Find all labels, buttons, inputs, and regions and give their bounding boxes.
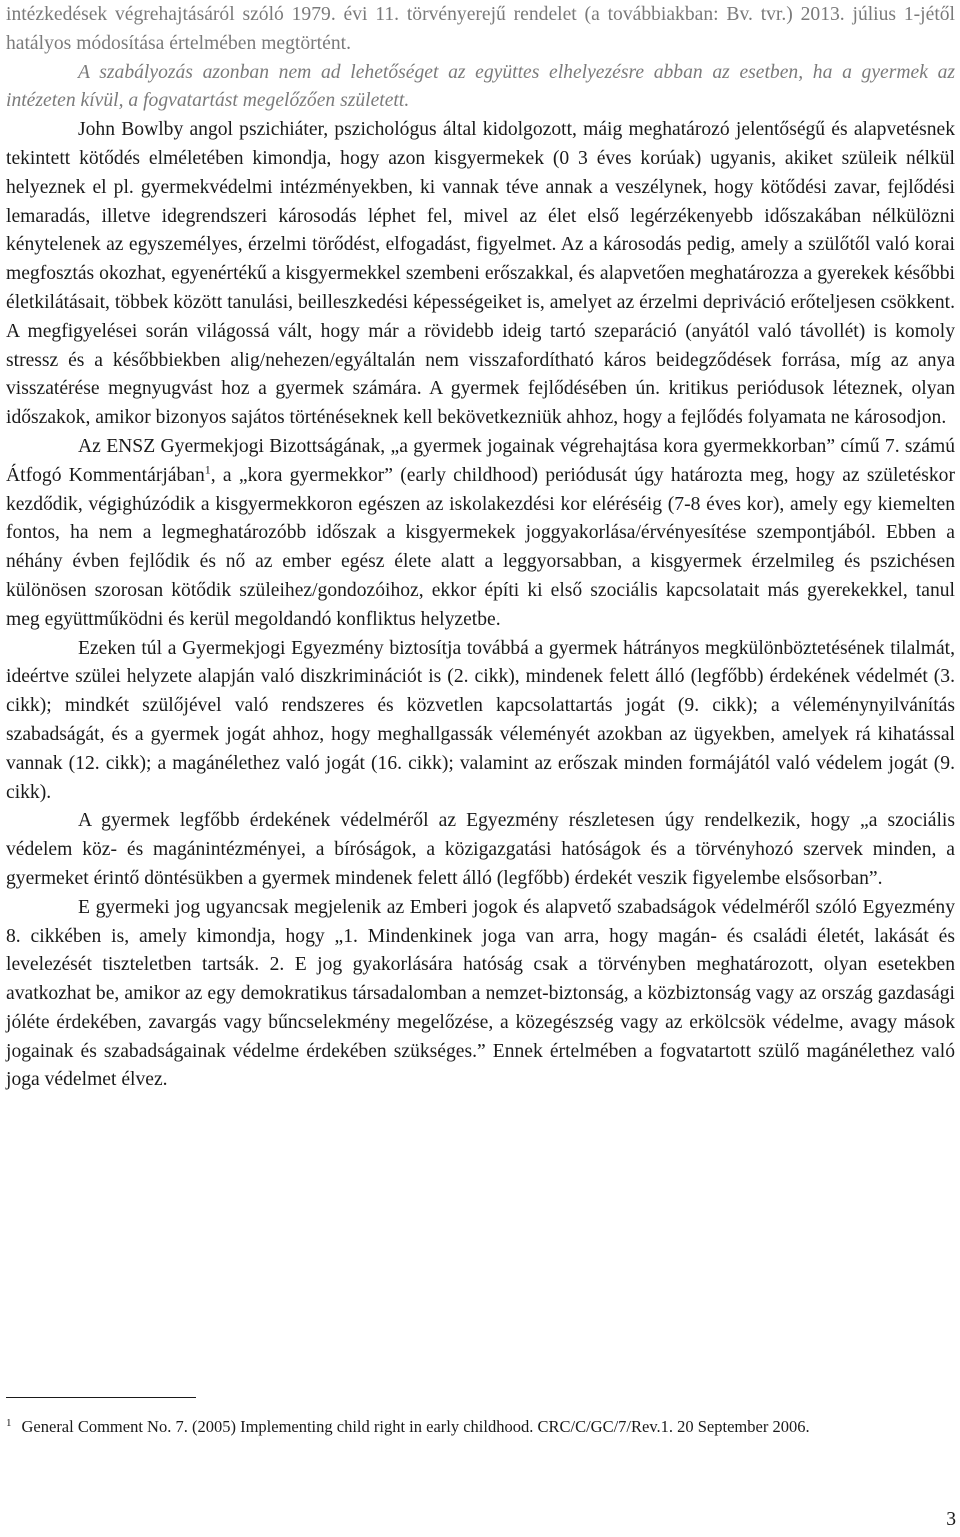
footnote-separator bbox=[6, 1397, 196, 1398]
paragraph-un-committee-text-a: Az ENSZ Gyermekjogi Bizottságának, „a gyermek jogainak végrehajtása kora gyermekkorban” című 7. számú Átfogó Kommentárjában bbox=[6, 435, 955, 486]
paragraph-regulation-note: A szabályozás azonban nem ad lehetőséget az együttes elhelyezésre abban az esetben, ha a gyermek az intézeten kívül, a fogvatartást megelőzően született. bbox=[6, 61, 955, 112]
paragraph-echr-article-8: E gyermeki jog ugyancsak megjelenik az Emberi jogok és alapvető szabadságok védelméről szóló Egyezmény 8. cikkében is, amely kimondja, hogy „1. Mindenkinek joga van arra, hogy magán- és családi életét, lakását és levelezését tiszteletben tartsák. 2. E jog gyakorlására hatóság csak a törvényben meghatározott, olyan esetekben avatkozhat be, amikor az egy demokratikus társadalomban a nemzet-biztonság, a közbiztonság vagy az ország gazdasági jóléte érdekében, zavargás vagy bűncselekmény megelőzése, a közegészség vagy az erkölcsök védelme, avagy mások jogainak és szabadságainak védelme érdekében szükséges.” Ennek értelmében a fogvatartott szülő magánélethez való joga védelmet élvez. bbox=[6, 896, 955, 1091]
footnote-text: General Comment No. 7. (2005) Implementing child right in early childhood. CRC/C/GC/7/Rev.1. 20 September 2006. bbox=[21, 1417, 810, 1436]
page-number: 3 bbox=[946, 1509, 956, 1530]
body-text bbox=[6, 1, 955, 1095]
paragraph-convention-rights: Ezeken túl a Gyermekjogi Egyezmény biztosítja továbbá a gyermek hátrányos megkülönböztetésének tilalmát, ideértve szülei helyzete alapján való diszkriminációt is (2. cikk), mindenek felett álló (legfőbb) érdekének védelmét (3. cikk); mindkét szülőjével való rendszeres és közvetlen kapcsolattartás jogát (9. cikk); a véleménynyilvánítás szabadságát, és a gyermek jogát ahhoz, hogy meghallgassák véleményét azokban az ügyekben, amelyek rá kihatással vannak (12. cikk); a magánélethez való jogát (16. cikk); valamint az erőszak minden formájától való védelem jogát (9. cikk). bbox=[6, 637, 955, 803]
paragraph-bowlby: John Bowlby angol pszichiáter, pszichológus által kidolgozott, máig meghatározó jelentőségű és alapvetésnek tekintett kötődés elméletében kimondja, hogy azon kisgyermekek (0 3 éves korúak) ugyanis, akiket szüleik nélkül helyeznek el pl. gyermekvédelmi intézményekben, ki vannak téve annak a veszélynek, hogy kötődési zavar, fejlődési lemaradás, illetve idegrendszeri károsodás léphet fel, mivel az élet első legérzékenyebb időszakában nélkülözni kénytelenek az egyszemélyes, érzelmi törődést, elfogadást, figyelmet. Az a károsodás pedig, amely a szülőtől való korai megfosztás okozhat, egyenértékű a kisgyermekkel szembeni erőszakkal, és alapvetően meghatározza a gyerekek későbbi életkilátásait, többek között tanulási, beilleszkedési képességeiket is, amelyet az érzelmi depriváció erőteljesen csökkent. A megfigyelései során világossá vált, hogy már a rövidebb ideig tartó szeparáció (anyától való távollét) is komoly stressz és a későbbiekben alig/nehezen/egyáltalán nem visszafordítható káros beidegződések forrása, míg az anya visszatérése megnyugvást hoz a gyermek számára. A gyermek fejlődésében ún. kritikus periódusok léteznek, olyan időszakok, amikor bizonyos sajátos történéseknek kell bekövetkezniük ahhoz, hogy a fejlődés folyamata ne károsodjon. bbox=[6, 119, 955, 429]
paragraph-continuation: intézkedések végrehajtásáról szóló 1979. évi 11. törvényerejű rendelet (a továbbiakban: Bv. tvr.) 2013. július 1-jétől hatályos módosítása értelmében megtörtént. bbox=[6, 4, 955, 54]
paragraph-un-committee-text-b: , a „kora gyermekkor” (early childhood) periódusát úgy határozta meg, hogy az születéskor kezdődik, végighúzódik a kisgyermekkoron egészen az iskolakezdési kor eléréséig (7-8 éves kor), amely egy kiemelten fontos, ha nem a legmeghatározóbb időszak a kisgyermekek joggyakorlása/érvényesítése szempontjából. Ebben a néhány évben fejlődik és nő az ember egész élete alatt a leggyorsabban, a kisgyermek érzelmileg és pszichésen különösen szorosan kötődik szüleihez/gondozóihoz, ekkor építi ki első szociális kapcsolatait más gyerekekkel, tanul meg együttműködni és kerül megoldandó konfliktus helyzetbe. bbox=[6, 464, 955, 630]
paragraph-best-interest: A gyermek legfőbb érdekének védelméről az Egyezmény részletesen úgy rendelkezik, hogy „a szociális védelem köz- és magánintézményei, a bíróságok, a közigazgatási hatóságok és a törvényhozó szervek minden, a gyermeket érintő döntésükben a gyermek mindenek felett álló (legfőbb) érdekét veszik figyelembe elsősorban”. bbox=[6, 810, 955, 889]
footnote bbox=[6, 1414, 955, 1439]
footnote-reference: 1 bbox=[204, 462, 211, 477]
paragraph-un-committee bbox=[6, 433, 955, 635]
footnote-mark: 1 bbox=[6, 1416, 12, 1429]
